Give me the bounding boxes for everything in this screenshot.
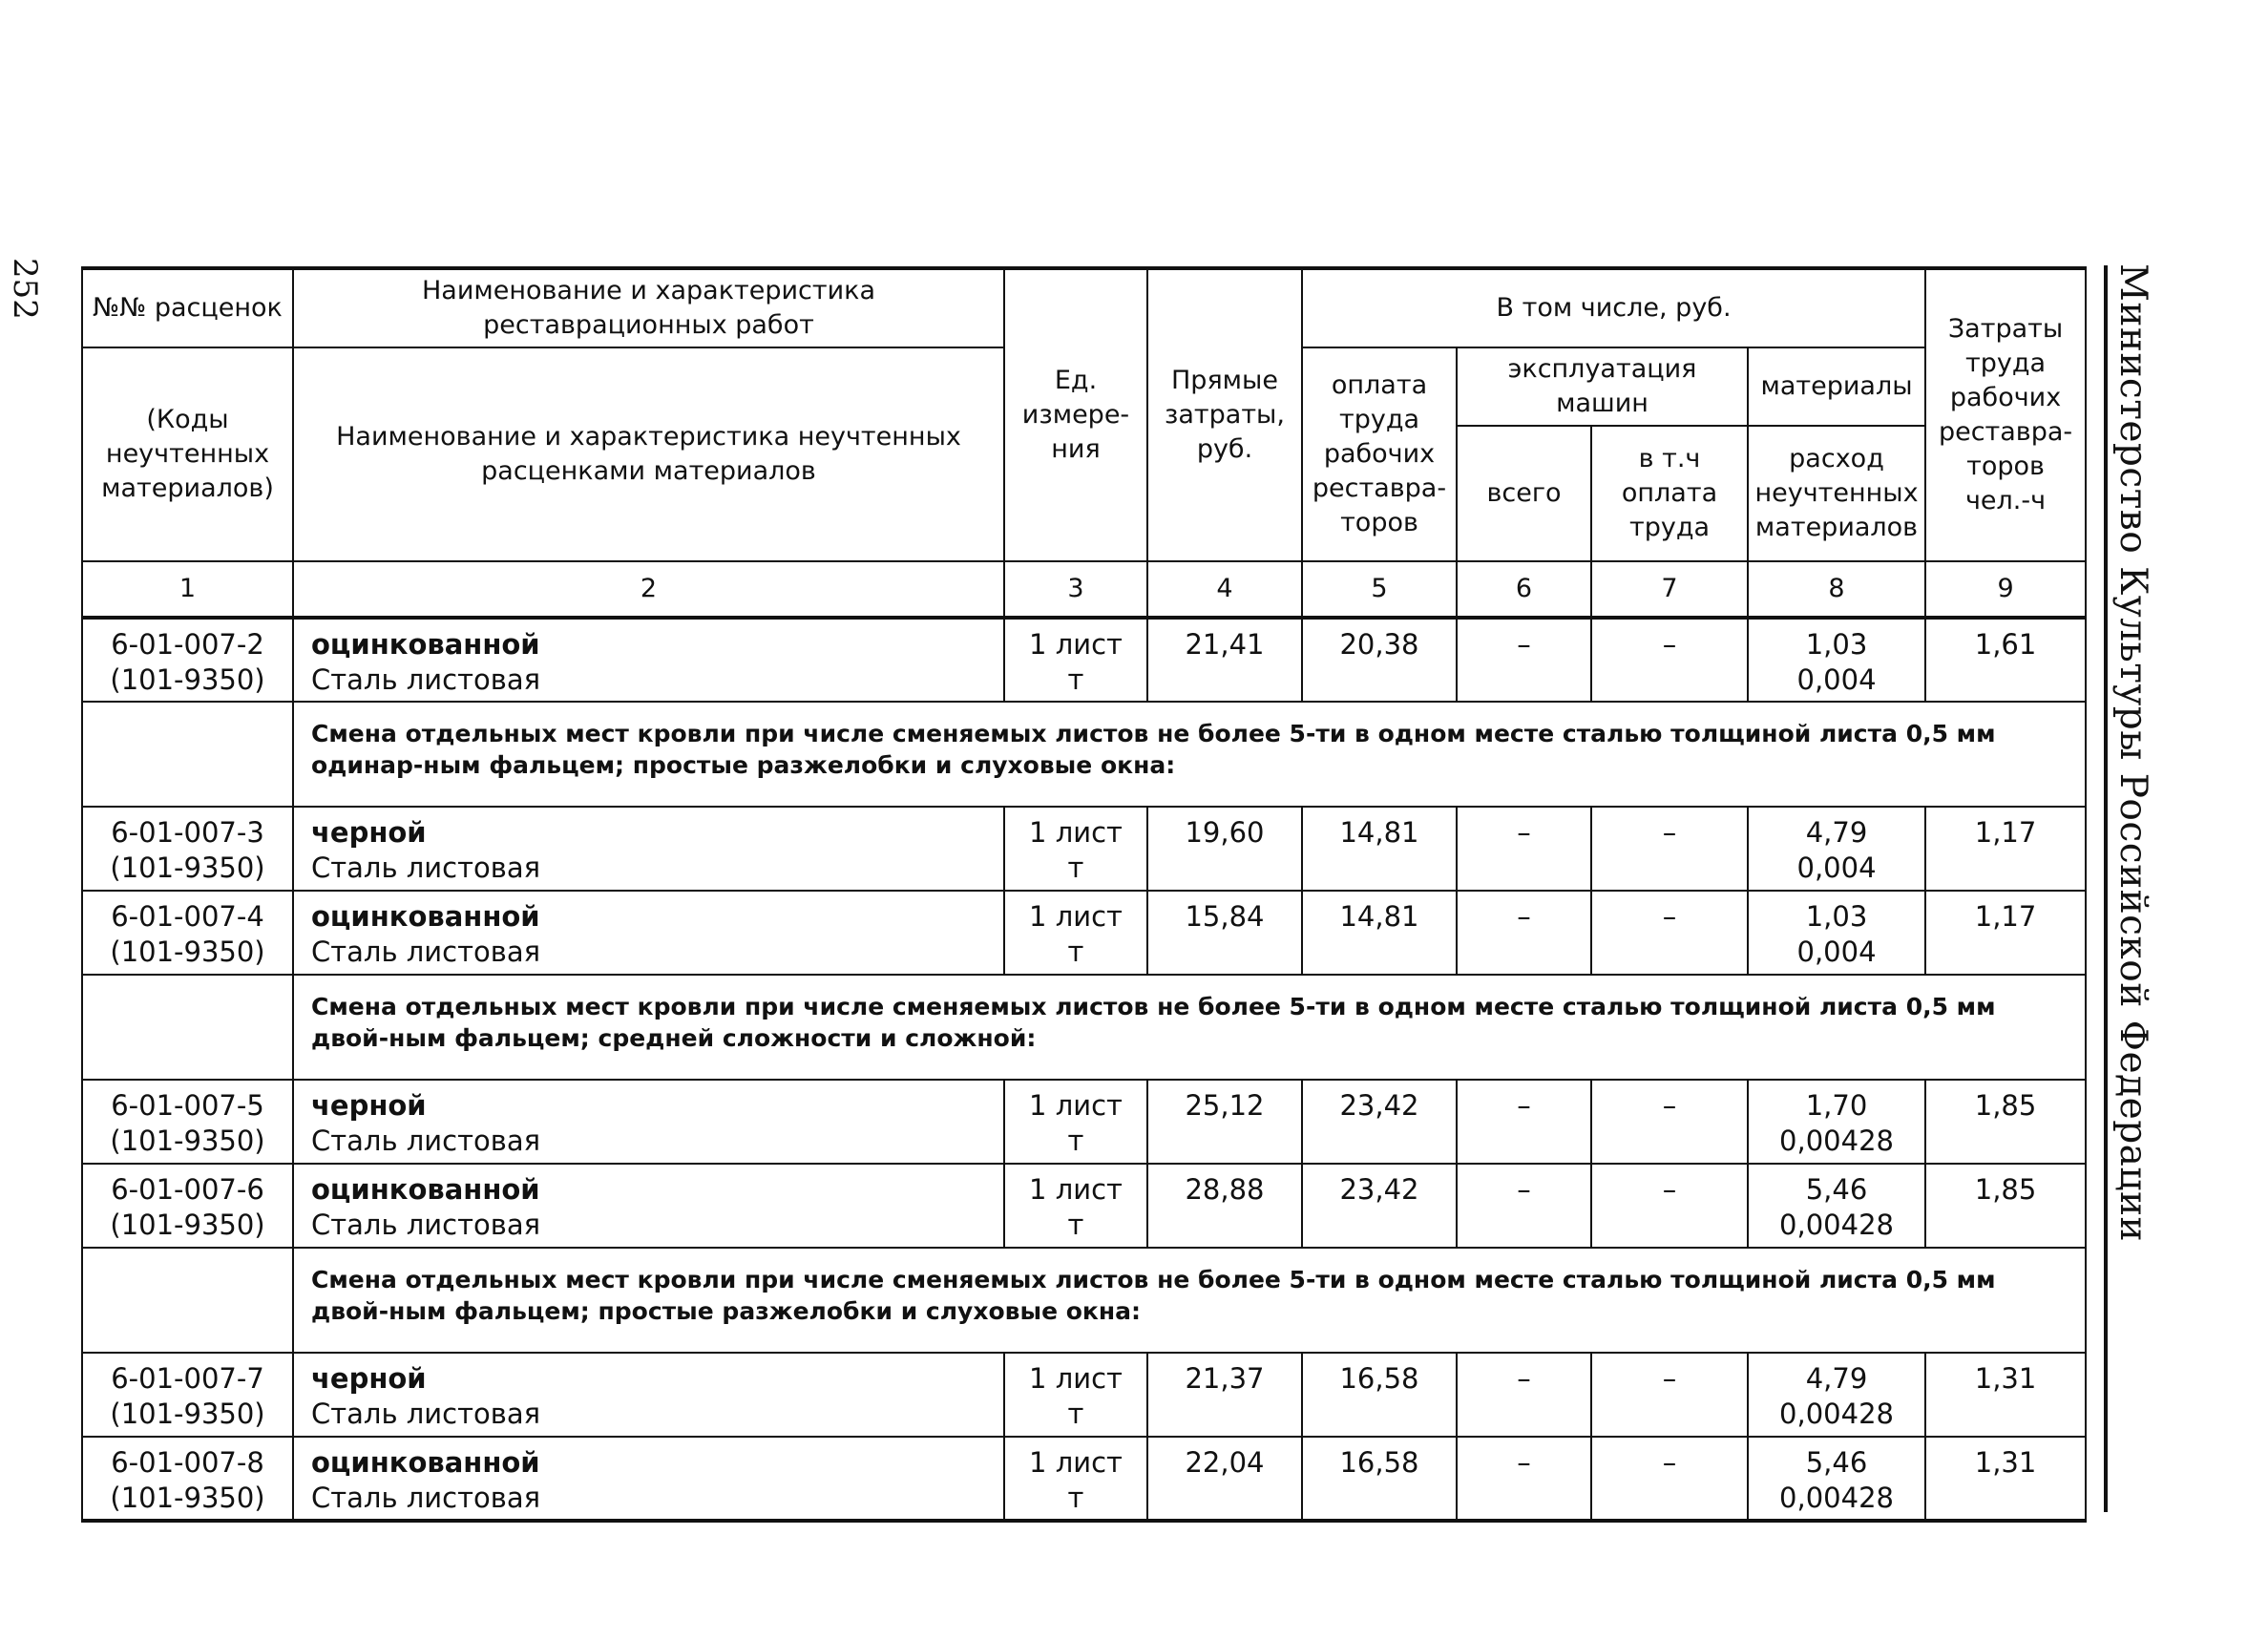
rate-code: 6-01-007-2 [111,628,264,661]
material-code: (101-9350) [110,1482,265,1514]
materials-cell [1748,1353,1925,1437]
unit-cell [1004,1080,1147,1164]
code-cell [82,1080,293,1164]
material-name: Сталь листовая [311,1398,541,1430]
unit: 1 лист [1029,1446,1123,1479]
materials-cost: 1,03 [1805,900,1868,933]
labor-pay-cell [1302,1164,1457,1248]
work-name: оцинкованной [311,1446,540,1479]
labor-hours: 1,85 [1974,1173,2037,1206]
header-machines-total: всего [1457,426,1591,561]
machines-total-cell [1457,1437,1591,1521]
material-usage: 0,004 [1796,852,1877,884]
material-usage: 0,004 [1796,663,1877,696]
machines-total: – [1517,1173,1531,1206]
labor-hours-cell [1925,891,2086,975]
machines-labor: – [1662,900,1677,933]
header-including: В том числе, руб. [1302,268,1925,347]
machines-total: – [1517,900,1531,933]
machines-labor: – [1662,628,1677,661]
side-divider [2104,265,2108,1512]
table-row [82,1353,2086,1437]
machines-total-cell [1457,891,1591,975]
section-title: Смена отдельных мест кровли при числе сменяемых листов не более 5-ти в одном месте сталью толщиной листа 0,5 мм двой-ным фальцем; средней сложности и сложной: [293,975,2086,1080]
labor-pay: 23,42 [1339,1173,1419,1206]
materials-cost: 4,79 [1805,1362,1868,1395]
column-numbers-row [82,561,2086,618]
material-code: (101-9350) [110,1125,265,1157]
direct-cost-cell [1147,618,1302,702]
material-name: Сталь листовая [311,663,541,696]
machines-labor-cell [1591,618,1748,702]
machines-total-cell [1457,1080,1591,1164]
labor-hours: 1,31 [1974,1362,2037,1395]
name-cell [293,1437,1004,1521]
table-row [82,1437,2086,1521]
machines-labor-cell [1591,1353,1748,1437]
machines-total: – [1517,1089,1531,1122]
col-number: 3 [1004,561,1147,618]
col-number: 2 [293,561,1004,618]
labor-pay-cell [1302,1353,1457,1437]
direct-cost: 21,41 [1185,628,1265,661]
unit: 1 лист [1029,816,1123,849]
ministry-title: Министерство Культуры Российской Федерации [2111,263,2154,1243]
materials-cell [1748,807,1925,891]
code-cell [82,618,293,702]
name-cell [293,807,1004,891]
unit: 1 лист [1029,1089,1123,1122]
material-usage: 0,00428 [1779,1398,1894,1430]
labor-pay: 23,42 [1339,1089,1419,1122]
material-name: Сталь листовая [311,1209,541,1241]
rate-code: 6-01-007-6 [111,1173,264,1206]
section-row [82,975,2086,1080]
labor-pay: 20,38 [1339,628,1419,661]
labor-hours-cell [1925,1080,2086,1164]
materials-cost: 5,46 [1805,1446,1868,1479]
direct-cost-cell [1147,891,1302,975]
name-cell [293,1080,1004,1164]
name-cell [293,1353,1004,1437]
labor-pay: 14,81 [1339,900,1419,933]
direct-cost-cell [1147,1437,1302,1521]
labor-pay: 16,58 [1339,1446,1419,1479]
labor-hours-cell [1925,1437,2086,1521]
machines-labor-cell [1591,807,1748,891]
table-row [82,1080,2086,1164]
section-row [82,1248,2086,1353]
work-name: оцинкованной [311,1173,540,1206]
labor-hours: 1,85 [1974,1089,2037,1122]
rate-code: 6-01-007-3 [111,816,264,849]
header-unit: Ед. измере-ния [1004,268,1147,561]
material-name: Сталь листовая [311,852,541,884]
header-labor-hours: Затраты труда рабочих реставра-торов чел.-ч [1925,268,2086,561]
labor-hours: 1,17 [1974,900,2037,933]
name-cell [293,891,1004,975]
labor-pay-cell [1302,618,1457,702]
machines-labor: – [1662,1173,1677,1206]
materials-cell [1748,891,1925,975]
table-row [82,1164,2086,1248]
material-code: (101-9350) [110,852,265,884]
materials-cell [1748,1164,1925,1248]
materials-cost: 1,70 [1805,1089,1868,1122]
materials-cell [1748,1437,1925,1521]
work-name: оцинкованной [311,628,540,661]
work-name: черной [311,816,427,849]
labor-hours-cell [1925,807,2086,891]
unit-cell [1004,1164,1147,1248]
machines-labor: – [1662,1089,1677,1122]
col-number: 1 [82,561,293,618]
material-unit: т [1067,1125,1084,1157]
unit-cell [1004,891,1147,975]
machines-labor-cell [1591,1080,1748,1164]
material-usage: 0,00428 [1779,1209,1894,1241]
labor-pay-cell [1302,1437,1457,1521]
material-unit: т [1067,1398,1084,1430]
machines-labor-cell [1591,891,1748,975]
col-number: 4 [1147,561,1302,618]
materials-cell [1748,618,1925,702]
code-cell [82,1437,293,1521]
labor-hours: 1,31 [1974,1446,2037,1479]
labor-hours-cell [1925,1164,2086,1248]
material-unit: т [1067,936,1084,968]
unit: 1 лист [1029,900,1123,933]
machines-total-cell [1457,618,1591,702]
machines-total-cell [1457,807,1591,891]
section-empty-cell [82,1248,293,1353]
material-name: Сталь листовая [311,936,541,968]
code-cell [82,1353,293,1437]
material-usage: 0,00428 [1779,1482,1894,1514]
col-number: 8 [1748,561,1925,618]
material-usage: 0,00428 [1779,1125,1894,1157]
machines-labor: – [1662,1362,1677,1395]
direct-cost-cell [1147,1353,1302,1437]
page-number: 252 [6,258,44,320]
machines-total: – [1517,1362,1531,1395]
labor-hours-cell [1925,618,2086,702]
labor-hours: 1,17 [1974,816,2037,849]
machines-labor: – [1662,816,1677,849]
labor-hours: 1,61 [1974,628,2037,661]
machines-total: – [1517,628,1531,661]
unit-cell [1004,807,1147,891]
machines-total-cell [1457,1164,1591,1248]
material-unit: т [1067,1209,1084,1241]
unit-cell [1004,1353,1147,1437]
material-unit: т [1067,663,1084,696]
rate-code: 6-01-007-4 [111,900,264,933]
material-name: Сталь листовая [311,1125,541,1157]
rate-code: 6-01-007-5 [111,1089,264,1122]
header-materials: материалы [1748,347,1925,426]
code-cell [82,891,293,975]
code-cell [82,807,293,891]
labor-pay-cell [1302,1080,1457,1164]
section-row [82,702,2086,807]
header-rate-numbers: №№ расценок [82,268,293,347]
header-material-name: Наименование и характеристика неучтенных расценками материалов [293,347,1004,561]
material-name: Сталь листовая [311,1482,541,1514]
direct-cost-cell [1147,1164,1302,1248]
machines-total: – [1517,1446,1531,1479]
material-usage: 0,004 [1796,936,1877,968]
unit: 1 лист [1029,628,1123,661]
materials-cost: 1,03 [1805,628,1868,661]
material-code: (101-9350) [110,1209,265,1241]
header-material-codes: (Коды неучтенных материалов) [82,347,293,561]
section-title: Смена отдельных мест кровли при числе сменяемых листов не более 5-ти в одном месте сталью толщиной листа 0,5 мм одинар-ным фальцем; простые разжелобки и слуховые окна: [293,702,2086,807]
col-number: 6 [1457,561,1591,618]
unit: 1 лист [1029,1173,1123,1206]
materials-cell [1748,1080,1925,1164]
name-cell [293,1164,1004,1248]
header-machines: эксплуатация машин [1457,347,1748,426]
labor-hours-cell [1925,1353,2086,1437]
materials-cost: 4,79 [1805,816,1868,849]
materials-cost: 5,46 [1805,1173,1868,1206]
material-code: (101-9350) [110,936,265,968]
direct-cost-cell [1147,807,1302,891]
machines-total-cell [1457,1353,1591,1437]
table-row [82,891,2086,975]
work-name: черной [311,1089,427,1122]
labor-pay-cell [1302,891,1457,975]
name-cell [293,618,1004,702]
work-name: оцинкованной [311,900,540,933]
direct-cost: 15,84 [1185,900,1265,933]
table-row [82,618,2086,702]
direct-cost-cell [1147,1080,1302,1164]
material-code: (101-9350) [110,663,265,696]
unit-cell [1004,1437,1147,1521]
material-code: (101-9350) [110,1398,265,1430]
table-row [82,807,2086,891]
rate-code: 6-01-007-7 [111,1362,264,1395]
rate-code: 6-01-007-8 [111,1446,264,1479]
work-name: черной [311,1362,427,1395]
material-unit: т [1067,852,1084,884]
code-cell [82,1164,293,1248]
direct-cost: 25,12 [1185,1089,1265,1122]
machines-labor-cell [1591,1164,1748,1248]
machines-labor-cell [1591,1437,1748,1521]
section-empty-cell [82,975,293,1080]
section-empty-cell [82,702,293,807]
machines-total: – [1517,816,1531,849]
price-table [81,266,2087,1523]
header-machines-labor: в т.ч оплата труда [1591,426,1748,561]
direct-cost: 21,37 [1185,1362,1265,1395]
material-unit: т [1067,1482,1084,1514]
header-work-name: Наименование и характеристика реставрационных работ [293,268,1004,347]
direct-cost: 22,04 [1185,1446,1265,1479]
labor-pay: 14,81 [1339,816,1419,849]
col-number: 9 [1925,561,2086,618]
col-number: 7 [1591,561,1748,618]
machines-labor: – [1662,1446,1677,1479]
unit: 1 лист [1029,1362,1123,1395]
direct-cost: 28,88 [1185,1173,1265,1206]
labor-pay-cell [1302,807,1457,891]
unit-cell [1004,618,1147,702]
col-number: 5 [1302,561,1457,618]
header-direct-costs: Прямые затраты, руб. [1147,268,1302,561]
labor-pay: 16,58 [1339,1362,1419,1395]
header-labor-pay: оплата труда рабочих реставра-торов [1302,347,1457,561]
direct-cost: 19,60 [1185,816,1265,849]
header-material-usage: расход неучтенных материалов [1748,426,1925,561]
section-title: Смена отдельных мест кровли при числе сменяемых листов не более 5-ти в одном месте сталью толщиной листа 0,5 мм двой-ным фальцем; простые разжелобки и слуховые окна: [293,1248,2086,1353]
